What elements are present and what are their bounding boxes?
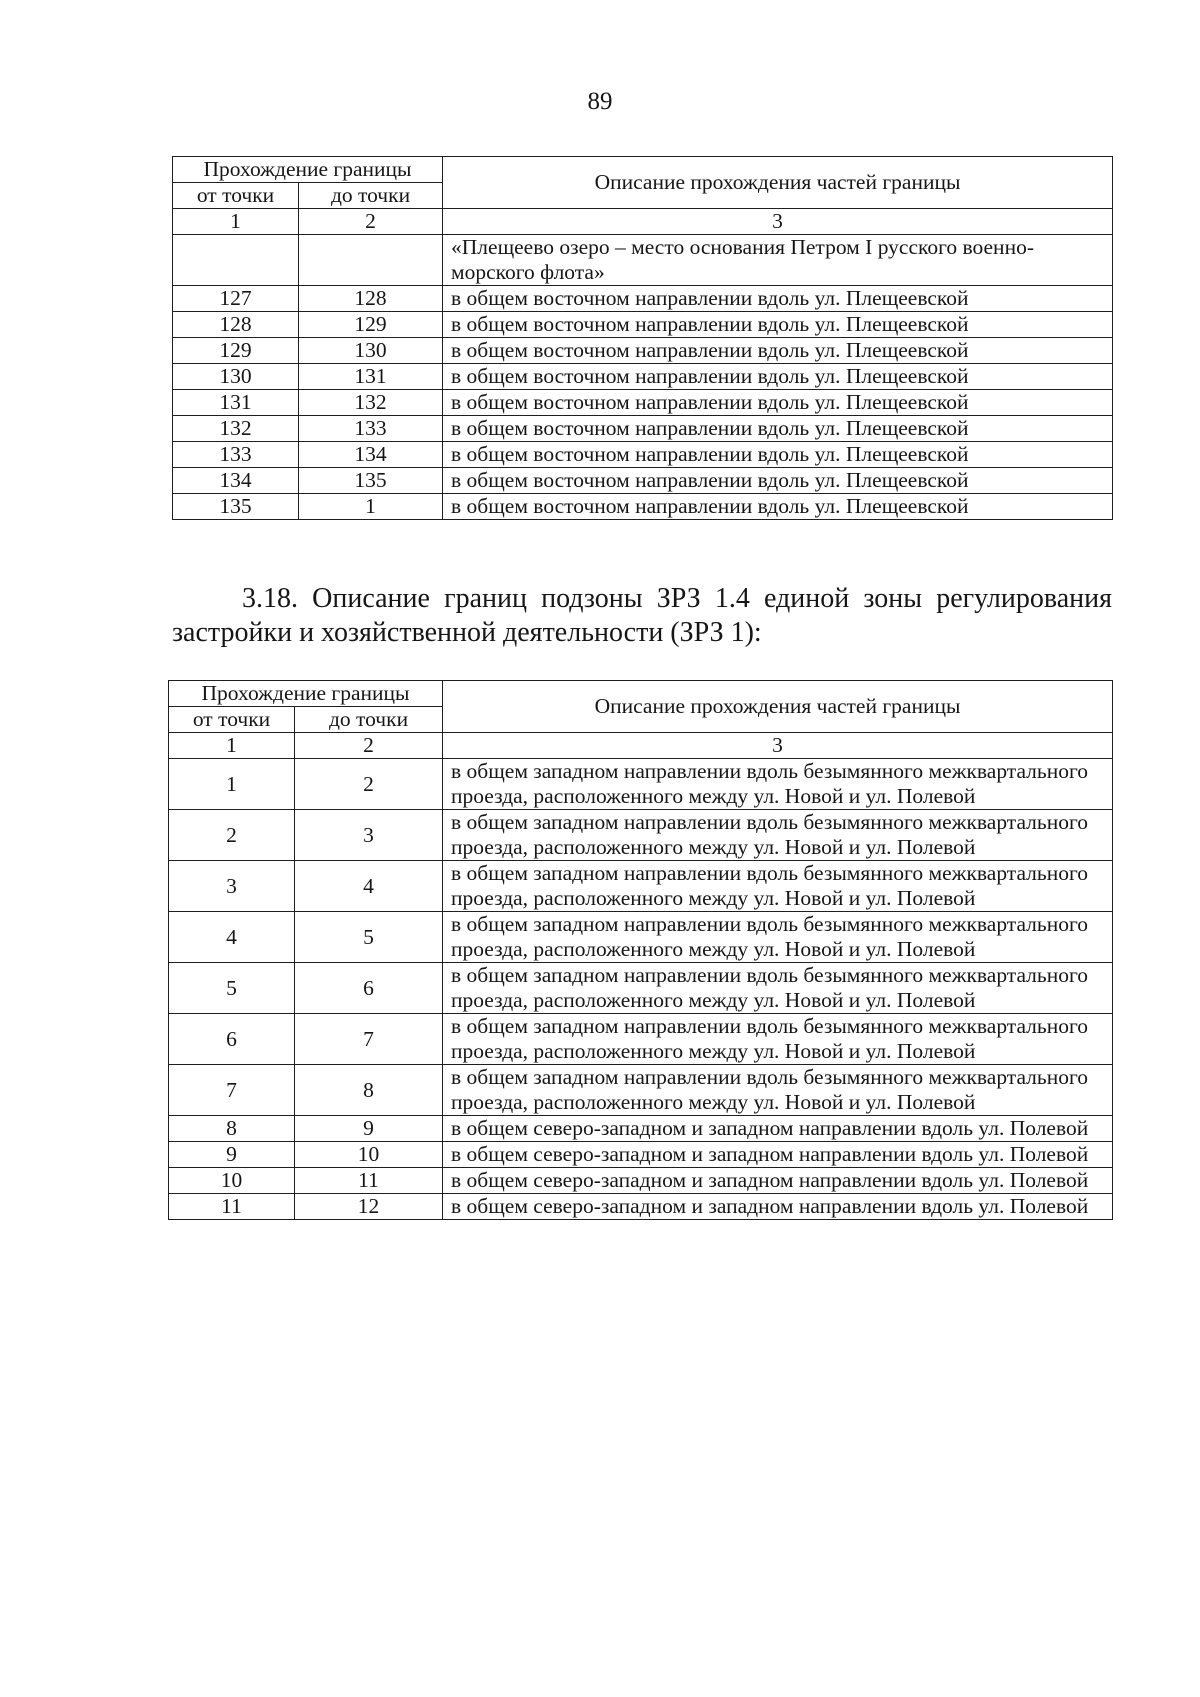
header-group-cell: Прохождение границы — [169, 681, 443, 707]
table-row — [173, 416, 1113, 442]
to-point-cell: 132 — [299, 390, 443, 416]
description-cell: в общем северо-западном и западном направлении вдоль ул. Полевой — [443, 1142, 1113, 1168]
to-point-cell: 11 — [295, 1168, 443, 1194]
table-row — [173, 442, 1113, 468]
from-point-cell: 11 — [169, 1194, 295, 1220]
table-row — [169, 1142, 1113, 1168]
column-number-row — [169, 733, 1113, 759]
from-point-cell: 135 — [173, 494, 299, 520]
table-header-row — [173, 157, 1113, 183]
table-2-body — [169, 759, 1113, 1220]
to-point-cell: 8 — [295, 1065, 443, 1116]
table-row — [173, 494, 1113, 520]
header-to-cell: до точки — [299, 183, 443, 209]
description-cell: в общем западном направлении вдоль безымянного межквартального проезда, расположенного между ул. Новой и ул. Полевой — [443, 759, 1113, 810]
from-point-cell: 1 — [169, 759, 295, 810]
description-cell: в общем западном направлении вдоль безымянного межквартального проезда, расположенного между ул. Новой и ул. Полевой — [443, 963, 1113, 1014]
boundary-table-1 — [172, 156, 1113, 520]
description-cell: в общем западном направлении вдоль безымянного межквартального проезда, расположенного между ул. Новой и ул. Полевой — [443, 861, 1113, 912]
to-point-cell: 10 — [295, 1142, 443, 1168]
section-heading: 3.18. Описание границ подзоны ЗРЗ 1.4 единой зоны регулирования застройки и хозяйственной деятельности (ЗРЗ 1): — [172, 583, 1112, 648]
column-number: 3 — [443, 733, 1113, 759]
description-cell: в общем западном направлении вдоль безымянного межквартального проезда, расположенного между ул. Новой и ул. Полевой — [443, 912, 1113, 963]
to-point-cell: 12 — [295, 1194, 443, 1220]
table-row — [169, 912, 1113, 963]
header-description-cell: Описание прохождения частей границы — [443, 681, 1113, 733]
description-cell: в общем северо-западном и западном направлении вдоль ул. Полевой — [443, 1116, 1113, 1142]
table-row — [173, 312, 1113, 338]
to-point-cell: 4 — [295, 861, 443, 912]
to-point-cell: 134 — [299, 442, 443, 468]
from-point-cell: 4 — [169, 912, 295, 963]
header-to-cell: до точки — [295, 707, 443, 733]
from-point-cell: 3 — [169, 861, 295, 912]
table-row — [169, 1194, 1113, 1220]
column-number: 2 — [295, 733, 443, 759]
to-point-cell: 9 — [295, 1116, 443, 1142]
table-row — [173, 468, 1113, 494]
description-cell: в общем западном направлении вдоль безымянного межквартального проезда, расположенного между ул. Новой и ул. Полевой — [443, 1065, 1113, 1116]
from-point-cell: 128 — [173, 312, 299, 338]
description-cell: в общем восточном направлении вдоль ул. Плещеевской — [443, 286, 1113, 312]
from-point-cell: 2 — [169, 810, 295, 861]
column-number: 3 — [443, 209, 1113, 235]
description-cell: в общем восточном направлении вдоль ул. Плещеевской — [443, 364, 1113, 390]
to-point-cell: 129 — [299, 312, 443, 338]
from-point-cell: 6 — [169, 1014, 295, 1065]
from-point-cell: 132 — [173, 416, 299, 442]
table-row — [173, 286, 1113, 312]
description-cell: в общем западном направлении вдоль безымянного межквартального проезда, расположенного между ул. Новой и ул. Полевой — [443, 1014, 1113, 1065]
column-number: 1 — [169, 733, 295, 759]
object-title-row — [173, 235, 1113, 286]
boundary-table-2 — [168, 680, 1113, 1220]
from-point-cell: 9 — [169, 1142, 295, 1168]
description-cell: в общем восточном направлении вдоль ул. Плещеевской — [443, 442, 1113, 468]
table-row — [173, 338, 1113, 364]
table-row — [169, 963, 1113, 1014]
from-point-cell: 129 — [173, 338, 299, 364]
description-cell: в общем восточном направлении вдоль ул. Плещеевской — [443, 390, 1113, 416]
to-point-cell: 2 — [295, 759, 443, 810]
header-from-cell: от точки — [173, 183, 299, 209]
to-point-cell: 7 — [295, 1014, 443, 1065]
to-point-cell: 135 — [299, 468, 443, 494]
table-row — [169, 1116, 1113, 1142]
description-cell: в общем восточном направлении вдоль ул. Плещеевской — [443, 338, 1113, 364]
to-point-cell: 3 — [295, 810, 443, 861]
table-row — [169, 1168, 1113, 1194]
to-point-cell: 131 — [299, 364, 443, 390]
table-header-row — [169, 681, 1113, 707]
table-row — [169, 1014, 1113, 1065]
from-point-cell: 8 — [169, 1116, 295, 1142]
header-from-cell: от точки — [169, 707, 295, 733]
column-number-row — [173, 209, 1113, 235]
table-row — [169, 1065, 1113, 1116]
description-cell: в общем северо-западном и западном направлении вдоль ул. Полевой — [443, 1194, 1113, 1220]
from-point-cell: 5 — [169, 963, 295, 1014]
from-point-cell: 131 — [173, 390, 299, 416]
to-point-cell: 133 — [299, 416, 443, 442]
to-point-cell: 5 — [295, 912, 443, 963]
empty-cell — [173, 235, 299, 286]
empty-cell — [299, 235, 443, 286]
table-row — [173, 390, 1113, 416]
table-1-body — [173, 286, 1113, 520]
from-point-cell: 7 — [169, 1065, 295, 1116]
header-description-cell: Описание прохождения частей границы — [443, 157, 1113, 209]
table-row — [169, 861, 1113, 912]
header-group-cell: Прохождение границы — [173, 157, 443, 183]
from-point-cell: 127 — [173, 286, 299, 312]
page-number: 89 — [587, 88, 613, 115]
column-number: 1 — [173, 209, 299, 235]
to-point-cell: 128 — [299, 286, 443, 312]
from-point-cell: 130 — [173, 364, 299, 390]
description-cell: в общем восточном направлении вдоль ул. Плещеевской — [443, 416, 1113, 442]
description-cell: в общем восточном направлении вдоль ул. Плещеевской — [443, 312, 1113, 338]
description-cell: в общем западном направлении вдоль безымянного межквартального проезда, расположенного между ул. Новой и ул. Полевой — [443, 810, 1113, 861]
object-title-cell: «Плещеево озеро – место основания Петром I русского военно-морского флота» — [443, 235, 1113, 286]
table-row — [169, 759, 1113, 810]
to-point-cell: 6 — [295, 963, 443, 1014]
to-point-cell: 130 — [299, 338, 443, 364]
from-point-cell: 133 — [173, 442, 299, 468]
column-number: 2 — [299, 209, 443, 235]
description-cell: в общем восточном направлении вдоль ул. Плещеевской — [443, 494, 1113, 520]
to-point-cell: 1 — [299, 494, 443, 520]
description-cell: в общем восточном направлении вдоль ул. Плещеевской — [443, 468, 1113, 494]
table-row — [173, 364, 1113, 390]
table-row — [169, 810, 1113, 861]
from-point-cell: 10 — [169, 1168, 295, 1194]
description-cell: в общем северо-западном и западном направлении вдоль ул. Полевой — [443, 1168, 1113, 1194]
from-point-cell: 134 — [173, 468, 299, 494]
